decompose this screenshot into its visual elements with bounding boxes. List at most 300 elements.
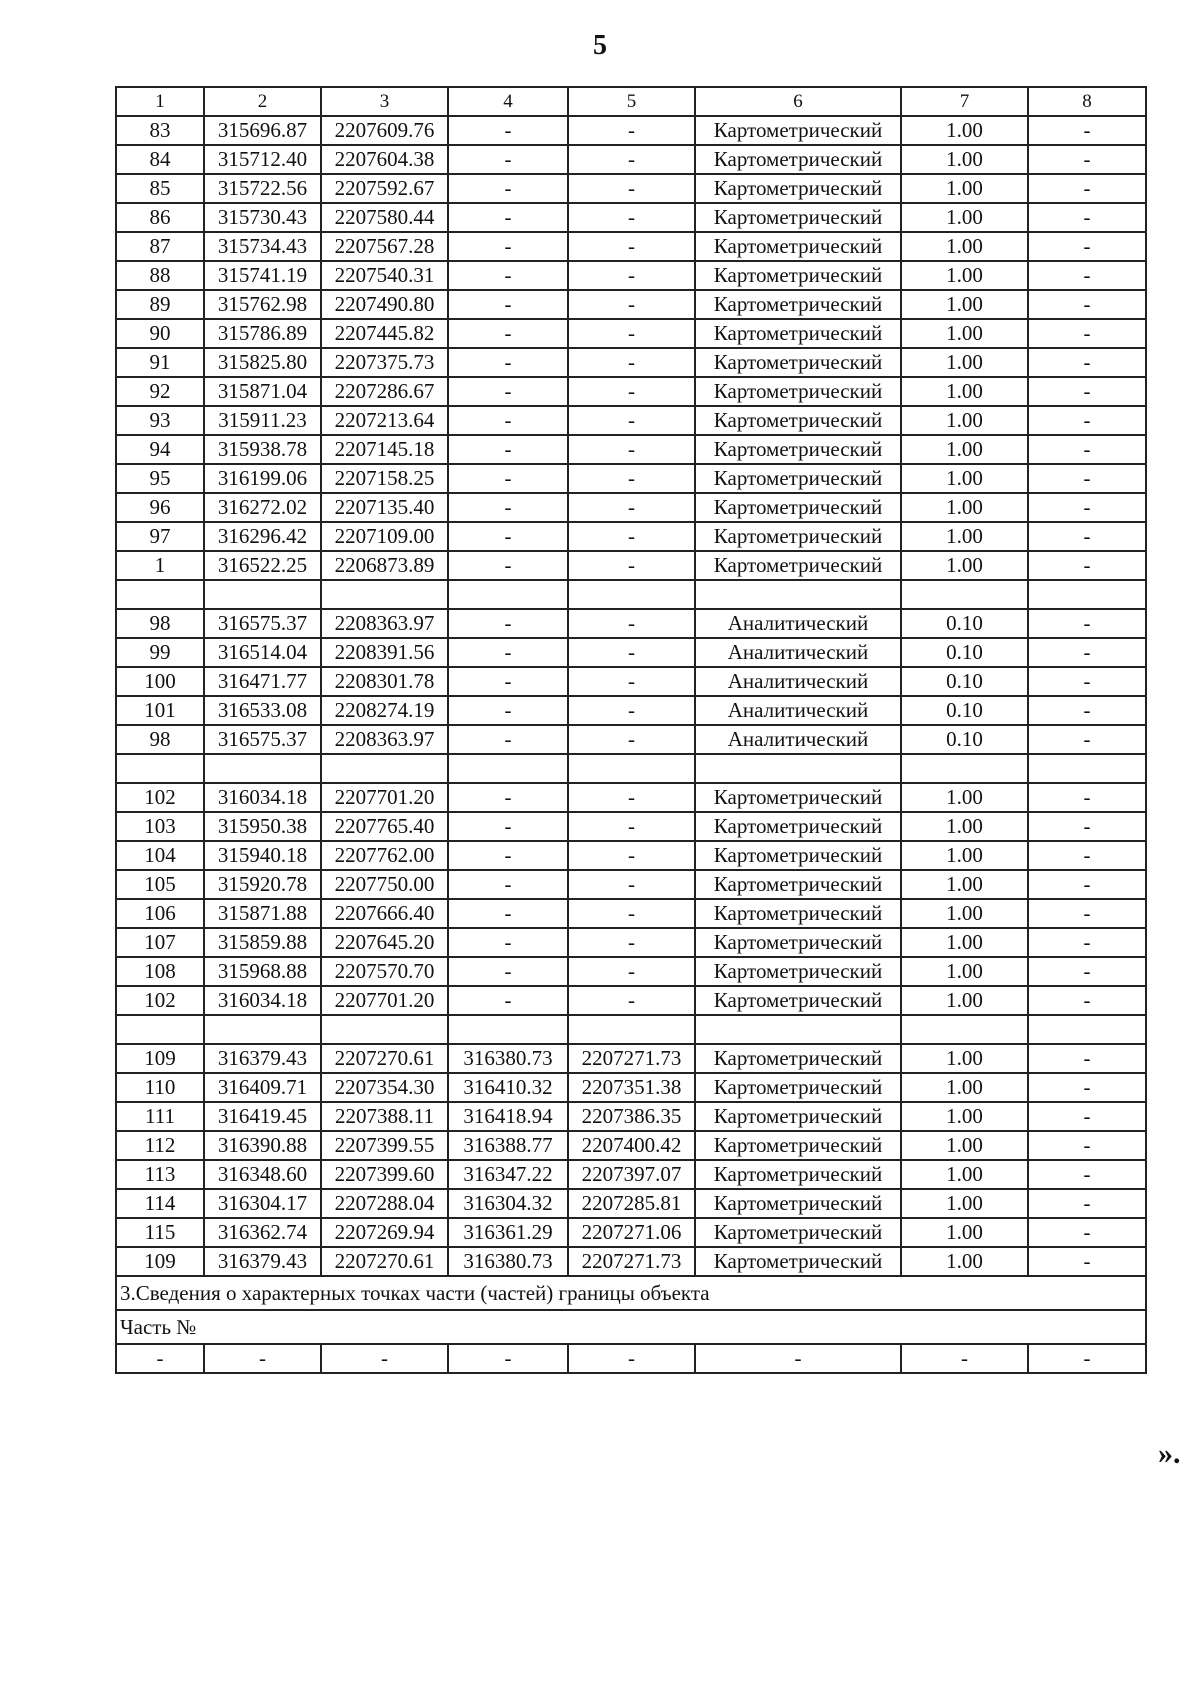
cell-col-7: 0.10	[901, 667, 1028, 696]
cell-col-4: -	[448, 928, 568, 957]
cell-col-4: -	[448, 667, 568, 696]
column-header-8: 8	[1028, 87, 1146, 116]
cell-col-4: -	[448, 464, 568, 493]
cell-col-8: -	[1028, 928, 1146, 957]
cell-col-8: -	[1028, 638, 1146, 667]
cell-col-5: -	[568, 464, 695, 493]
cell-col-7: 1.00	[901, 812, 1028, 841]
cell-col-1: 96	[116, 493, 204, 522]
table-row	[116, 812, 1146, 841]
cell-col-8: -	[1028, 174, 1146, 203]
cell-col-6: Картометрический	[695, 1044, 901, 1073]
cell-col-4: -	[448, 899, 568, 928]
cell-col-5: -	[568, 957, 695, 986]
cell-col-4: -	[448, 377, 568, 406]
cell-col-5: -	[568, 812, 695, 841]
cell-col-2: 316199.06	[204, 464, 321, 493]
cell-col-4: 316410.32	[448, 1073, 568, 1102]
cell-col-8: -	[1028, 348, 1146, 377]
cell-col-4: 316388.77	[448, 1131, 568, 1160]
cell-col-5: -	[568, 522, 695, 551]
cell-col-2: 316272.02	[204, 493, 321, 522]
table-row	[116, 232, 1146, 261]
cell-col-6: Картометрический	[695, 986, 901, 1015]
cell-col-2: 316522.25	[204, 551, 321, 580]
cell-col-8: -	[1028, 493, 1146, 522]
empty-cell	[901, 1015, 1028, 1044]
cell-col-6: Картометрический	[695, 1189, 901, 1218]
cell-col-7: 1.00	[901, 1131, 1028, 1160]
coordinates-table	[115, 86, 1147, 1374]
cell-col-3: 2208391.56	[321, 638, 448, 667]
cell-col-8: -	[1028, 319, 1146, 348]
cell-col-4: -	[448, 957, 568, 986]
cell-col-1: 94	[116, 435, 204, 464]
table-row	[116, 899, 1146, 928]
empty-cell	[116, 580, 204, 609]
cell-col-3: 2207135.40	[321, 493, 448, 522]
separator-row	[116, 754, 1146, 783]
cell-col-7: 1.00	[901, 841, 1028, 870]
table-row	[116, 464, 1146, 493]
cell-col-5: -	[568, 145, 695, 174]
cell-col-2: 316348.60	[204, 1160, 321, 1189]
cell-col-8: -	[1028, 1189, 1146, 1218]
column-header-3: 3	[321, 87, 448, 116]
table-row	[116, 1131, 1146, 1160]
cell-col-6: Картометрический	[695, 348, 901, 377]
cell-col-7: 1.00	[901, 986, 1028, 1015]
cell-col-8: -	[1028, 1131, 1146, 1160]
empty-cell	[321, 754, 448, 783]
cell-col-5: -	[568, 319, 695, 348]
cell-col-8: -	[1028, 696, 1146, 725]
cell-col-2: 315871.88	[204, 899, 321, 928]
cell-col-3: 2207109.00	[321, 522, 448, 551]
cell-col-8: -	[1028, 812, 1146, 841]
cell-col-2: 316379.43	[204, 1247, 321, 1276]
cell-col-8: -	[1028, 899, 1146, 928]
column-header-1: 1	[116, 87, 204, 116]
cell-col-6: Картометрический	[695, 232, 901, 261]
cell-col-4: -	[448, 638, 568, 667]
cell-col-4: -	[448, 986, 568, 1015]
empty-cell	[1028, 754, 1146, 783]
cell-col-3: 2207399.55	[321, 1131, 448, 1160]
final-cell-6: -	[695, 1344, 901, 1373]
cell-col-7: 1.00	[901, 1247, 1028, 1276]
cell-col-3: 2208363.97	[321, 609, 448, 638]
cell-col-8: -	[1028, 290, 1146, 319]
cell-col-3: 2207570.70	[321, 957, 448, 986]
cell-col-4: -	[448, 174, 568, 203]
cell-col-1: 107	[116, 928, 204, 957]
cell-col-5: -	[568, 377, 695, 406]
cell-col-1: 100	[116, 667, 204, 696]
cell-col-5: 2207351.38	[568, 1073, 695, 1102]
cell-col-3: 2207145.18	[321, 435, 448, 464]
table-row	[116, 319, 1146, 348]
cell-col-3: 2207701.20	[321, 986, 448, 1015]
cell-col-3: 2207445.82	[321, 319, 448, 348]
cell-col-5: -	[568, 551, 695, 580]
separator-row	[116, 1015, 1146, 1044]
empty-cell	[695, 580, 901, 609]
section-title: 3.Сведения о характерных точках части (частей) границы объекта	[116, 1276, 1146, 1310]
cell-col-2: 315940.18	[204, 841, 321, 870]
cell-col-4: -	[448, 116, 568, 145]
table-row	[116, 609, 1146, 638]
cell-col-1: 113	[116, 1160, 204, 1189]
cell-col-7: 1.00	[901, 522, 1028, 551]
cell-col-7: 1.00	[901, 1189, 1028, 1218]
cell-col-4: -	[448, 348, 568, 377]
empty-cell	[448, 1015, 568, 1044]
cell-col-7: 1.00	[901, 145, 1028, 174]
separator-row	[116, 580, 1146, 609]
cell-col-8: -	[1028, 841, 1146, 870]
empty-cell	[695, 754, 901, 783]
cell-col-8: -	[1028, 1160, 1146, 1189]
empty-cell	[901, 580, 1028, 609]
cell-col-4: 316380.73	[448, 1044, 568, 1073]
cell-col-6: Картометрический	[695, 290, 901, 319]
cell-col-1: 91	[116, 348, 204, 377]
cell-col-2: 316362.74	[204, 1218, 321, 1247]
cell-col-5: -	[568, 841, 695, 870]
cell-col-5: -	[568, 609, 695, 638]
cell-col-4: -	[448, 232, 568, 261]
cell-col-4: -	[448, 812, 568, 841]
table-row	[116, 174, 1146, 203]
cell-col-7: 1.00	[901, 1160, 1028, 1189]
cell-col-3: 2207213.64	[321, 406, 448, 435]
cell-col-3: 2207604.38	[321, 145, 448, 174]
cell-col-7: 1.00	[901, 870, 1028, 899]
cell-col-6: Аналитический	[695, 638, 901, 667]
cell-col-5: -	[568, 174, 695, 203]
cell-col-6: Картометрический	[695, 261, 901, 290]
cell-col-4: -	[448, 406, 568, 435]
cell-col-4: -	[448, 290, 568, 319]
cell-col-8: -	[1028, 1218, 1146, 1247]
cell-col-3: 2207288.04	[321, 1189, 448, 1218]
cell-col-7: 1.00	[901, 783, 1028, 812]
table-row	[116, 638, 1146, 667]
cell-col-6: Картометрический	[695, 812, 901, 841]
cell-col-7: 0.10	[901, 638, 1028, 667]
column-header-2: 2	[204, 87, 321, 116]
cell-col-1: 84	[116, 145, 204, 174]
cell-col-3: 2207609.76	[321, 116, 448, 145]
cell-col-2: 316296.42	[204, 522, 321, 551]
table-row	[116, 377, 1146, 406]
cell-col-2: 315911.23	[204, 406, 321, 435]
cell-col-7: 1.00	[901, 261, 1028, 290]
cell-col-5: -	[568, 435, 695, 464]
page-number: 5	[593, 30, 607, 61]
empty-cell	[1028, 1015, 1146, 1044]
table-row	[116, 1102, 1146, 1131]
table-row	[116, 928, 1146, 957]
cell-col-1: 112	[116, 1131, 204, 1160]
final-cell-8: -	[1028, 1344, 1146, 1373]
table-row	[116, 783, 1146, 812]
table-row	[116, 203, 1146, 232]
cell-col-2: 315950.38	[204, 812, 321, 841]
cell-col-1: 90	[116, 319, 204, 348]
cell-col-6: Картометрический	[695, 957, 901, 986]
table-row	[116, 406, 1146, 435]
cell-col-2: 315762.98	[204, 290, 321, 319]
cell-col-2: 315734.43	[204, 232, 321, 261]
cell-col-2: 316514.04	[204, 638, 321, 667]
cell-col-5: -	[568, 725, 695, 754]
table-row	[116, 348, 1146, 377]
cell-col-2: 315741.19	[204, 261, 321, 290]
table-row	[116, 145, 1146, 174]
empty-cell	[448, 580, 568, 609]
column-header-6: 6	[695, 87, 901, 116]
empty-cell	[901, 754, 1028, 783]
cell-col-1: 99	[116, 638, 204, 667]
cell-col-1: 110	[116, 1073, 204, 1102]
cell-col-3: 2207645.20	[321, 928, 448, 957]
cell-col-4: 316418.94	[448, 1102, 568, 1131]
cell-col-4: -	[448, 261, 568, 290]
column-header-5: 5	[568, 87, 695, 116]
cell-col-2: 315730.43	[204, 203, 321, 232]
cell-col-6: Картометрический	[695, 1218, 901, 1247]
cell-col-2: 316390.88	[204, 1131, 321, 1160]
final-cell-4: -	[448, 1344, 568, 1373]
cell-col-1: 104	[116, 841, 204, 870]
cell-col-8: -	[1028, 377, 1146, 406]
cell-col-5: 2207271.73	[568, 1044, 695, 1073]
cell-col-7: 1.00	[901, 1102, 1028, 1131]
cell-col-6: Картометрический	[695, 319, 901, 348]
cell-col-5: -	[568, 203, 695, 232]
table-row	[116, 725, 1146, 754]
cell-col-5: 2207400.42	[568, 1131, 695, 1160]
empty-cell	[204, 754, 321, 783]
cell-col-7: 1.00	[901, 435, 1028, 464]
cell-col-4: -	[448, 203, 568, 232]
cell-col-3: 2207269.94	[321, 1218, 448, 1247]
cell-col-7: 1.00	[901, 290, 1028, 319]
table-row	[116, 1073, 1146, 1102]
cell-col-2: 315920.78	[204, 870, 321, 899]
final-cell-2: -	[204, 1344, 321, 1373]
cell-col-6: Картометрический	[695, 870, 901, 899]
cell-col-2: 315786.89	[204, 319, 321, 348]
cell-col-8: -	[1028, 986, 1146, 1015]
cell-col-7: 1.00	[901, 203, 1028, 232]
cell-col-5: -	[568, 870, 695, 899]
table-row	[116, 493, 1146, 522]
cell-col-2: 316419.45	[204, 1102, 321, 1131]
cell-col-2: 315712.40	[204, 145, 321, 174]
cell-col-6: Картометрический	[695, 145, 901, 174]
cell-col-5: -	[568, 899, 695, 928]
table-row	[116, 1160, 1146, 1189]
empty-cell	[568, 754, 695, 783]
cell-col-6: Картометрический	[695, 493, 901, 522]
cell-col-3: 2207375.73	[321, 348, 448, 377]
cell-col-5: 2207285.81	[568, 1189, 695, 1218]
cell-col-3: 2207270.61	[321, 1044, 448, 1073]
cell-col-3: 2206873.89	[321, 551, 448, 580]
final-cell-7: -	[901, 1344, 1028, 1373]
cell-col-6: Картометрический	[695, 1102, 901, 1131]
cell-col-4: -	[448, 145, 568, 174]
cell-col-3: 2208363.97	[321, 725, 448, 754]
cell-col-7: 1.00	[901, 957, 1028, 986]
cell-col-7: 1.00	[901, 319, 1028, 348]
cell-col-1: 109	[116, 1247, 204, 1276]
cell-col-1: 115	[116, 1218, 204, 1247]
cell-col-8: -	[1028, 406, 1146, 435]
table-row	[116, 841, 1146, 870]
part-label: Часть №	[116, 1310, 1146, 1344]
empty-cell	[568, 1015, 695, 1044]
cell-col-3: 2207701.20	[321, 783, 448, 812]
cell-col-3: 2208301.78	[321, 667, 448, 696]
final-cell-1: -	[116, 1344, 204, 1373]
cell-col-7: 0.10	[901, 609, 1028, 638]
cell-col-8: -	[1028, 1247, 1146, 1276]
cell-col-1: 1	[116, 551, 204, 580]
cell-col-8: -	[1028, 145, 1146, 174]
cell-col-6: Картометрический	[695, 464, 901, 493]
cell-col-7: 1.00	[901, 464, 1028, 493]
cell-col-4: 316380.73	[448, 1247, 568, 1276]
cell-col-4: 316361.29	[448, 1218, 568, 1247]
cell-col-3: 2207388.11	[321, 1102, 448, 1131]
cell-col-6: Картометрический	[695, 899, 901, 928]
cell-col-1: 109	[116, 1044, 204, 1073]
cell-col-7: 1.00	[901, 174, 1028, 203]
table-body	[116, 87, 1146, 1373]
cell-col-6: Картометрический	[695, 1247, 901, 1276]
cell-col-5: -	[568, 348, 695, 377]
table-row	[116, 261, 1146, 290]
cell-col-1: 106	[116, 899, 204, 928]
table-row	[116, 696, 1146, 725]
cell-col-5: -	[568, 116, 695, 145]
table-row	[116, 1218, 1146, 1247]
cell-col-2: 316575.37	[204, 725, 321, 754]
cell-col-8: -	[1028, 609, 1146, 638]
column-header-4: 4	[448, 87, 568, 116]
cell-col-2: 316379.43	[204, 1044, 321, 1073]
cell-col-8: -	[1028, 522, 1146, 551]
cell-col-7: 0.10	[901, 725, 1028, 754]
cell-col-3: 2207354.30	[321, 1073, 448, 1102]
cell-col-4: -	[448, 725, 568, 754]
cell-col-7: 1.00	[901, 551, 1028, 580]
cell-col-3: 2207270.61	[321, 1247, 448, 1276]
cell-col-2: 316575.37	[204, 609, 321, 638]
cell-col-7: 1.00	[901, 232, 1028, 261]
cell-col-5: 2207386.35	[568, 1102, 695, 1131]
cell-col-5: -	[568, 638, 695, 667]
cell-col-7: 1.00	[901, 493, 1028, 522]
cell-col-4: -	[448, 870, 568, 899]
cell-col-7: 1.00	[901, 1218, 1028, 1247]
cell-col-3: 2207567.28	[321, 232, 448, 261]
column-header-7: 7	[901, 87, 1028, 116]
cell-col-1: 86	[116, 203, 204, 232]
cell-col-6: Картометрический	[695, 522, 901, 551]
cell-col-3: 2207666.40	[321, 899, 448, 928]
cell-col-3: 2207765.40	[321, 812, 448, 841]
empty-cell	[321, 1015, 448, 1044]
cell-col-2: 315722.56	[204, 174, 321, 203]
cell-col-8: -	[1028, 783, 1146, 812]
cell-col-6: Картометрический	[695, 1131, 901, 1160]
cell-col-4: -	[448, 783, 568, 812]
cell-col-1: 97	[116, 522, 204, 551]
cell-col-3: 2207490.80	[321, 290, 448, 319]
cell-col-4: -	[448, 841, 568, 870]
table-row	[116, 435, 1146, 464]
cell-col-1: 83	[116, 116, 204, 145]
cell-col-6: Аналитический	[695, 696, 901, 725]
cell-col-6: Картометрический	[695, 783, 901, 812]
cell-col-5: -	[568, 261, 695, 290]
header-row	[116, 87, 1146, 116]
table-row	[116, 1189, 1146, 1218]
table-row	[116, 667, 1146, 696]
empty-cell	[116, 754, 204, 783]
cell-col-7: 1.00	[901, 1044, 1028, 1073]
empty-cell	[116, 1015, 204, 1044]
table-row	[116, 870, 1146, 899]
cell-col-7: 1.00	[901, 377, 1028, 406]
cell-col-2: 316034.18	[204, 783, 321, 812]
cell-col-7: 1.00	[901, 406, 1028, 435]
table-row	[116, 116, 1146, 145]
cell-col-5: 2207271.73	[568, 1247, 695, 1276]
cell-col-8: -	[1028, 232, 1146, 261]
cell-col-8: -	[1028, 116, 1146, 145]
final-cell-3: -	[321, 1344, 448, 1373]
cell-col-3: 2207399.60	[321, 1160, 448, 1189]
cell-col-6: Картометрический	[695, 174, 901, 203]
cell-col-2: 316409.71	[204, 1073, 321, 1102]
cell-col-6: Картометрический	[695, 116, 901, 145]
cell-col-6: Картометрический	[695, 435, 901, 464]
cell-col-6: Картометрический	[695, 1073, 901, 1102]
cell-col-1: 85	[116, 174, 204, 203]
cell-col-6: Картометрический	[695, 551, 901, 580]
cell-col-2: 316304.17	[204, 1189, 321, 1218]
cell-col-2: 315859.88	[204, 928, 321, 957]
cell-col-5: -	[568, 696, 695, 725]
table-row	[116, 290, 1146, 319]
cell-col-1: 105	[116, 870, 204, 899]
cell-col-8: -	[1028, 1102, 1146, 1131]
cell-col-4: -	[448, 319, 568, 348]
cell-col-4: -	[448, 435, 568, 464]
cell-col-2: 315871.04	[204, 377, 321, 406]
final-row	[116, 1344, 1146, 1373]
cell-col-1: 93	[116, 406, 204, 435]
cell-col-5: -	[568, 986, 695, 1015]
table-row	[116, 1247, 1146, 1276]
cell-col-2: 316034.18	[204, 986, 321, 1015]
